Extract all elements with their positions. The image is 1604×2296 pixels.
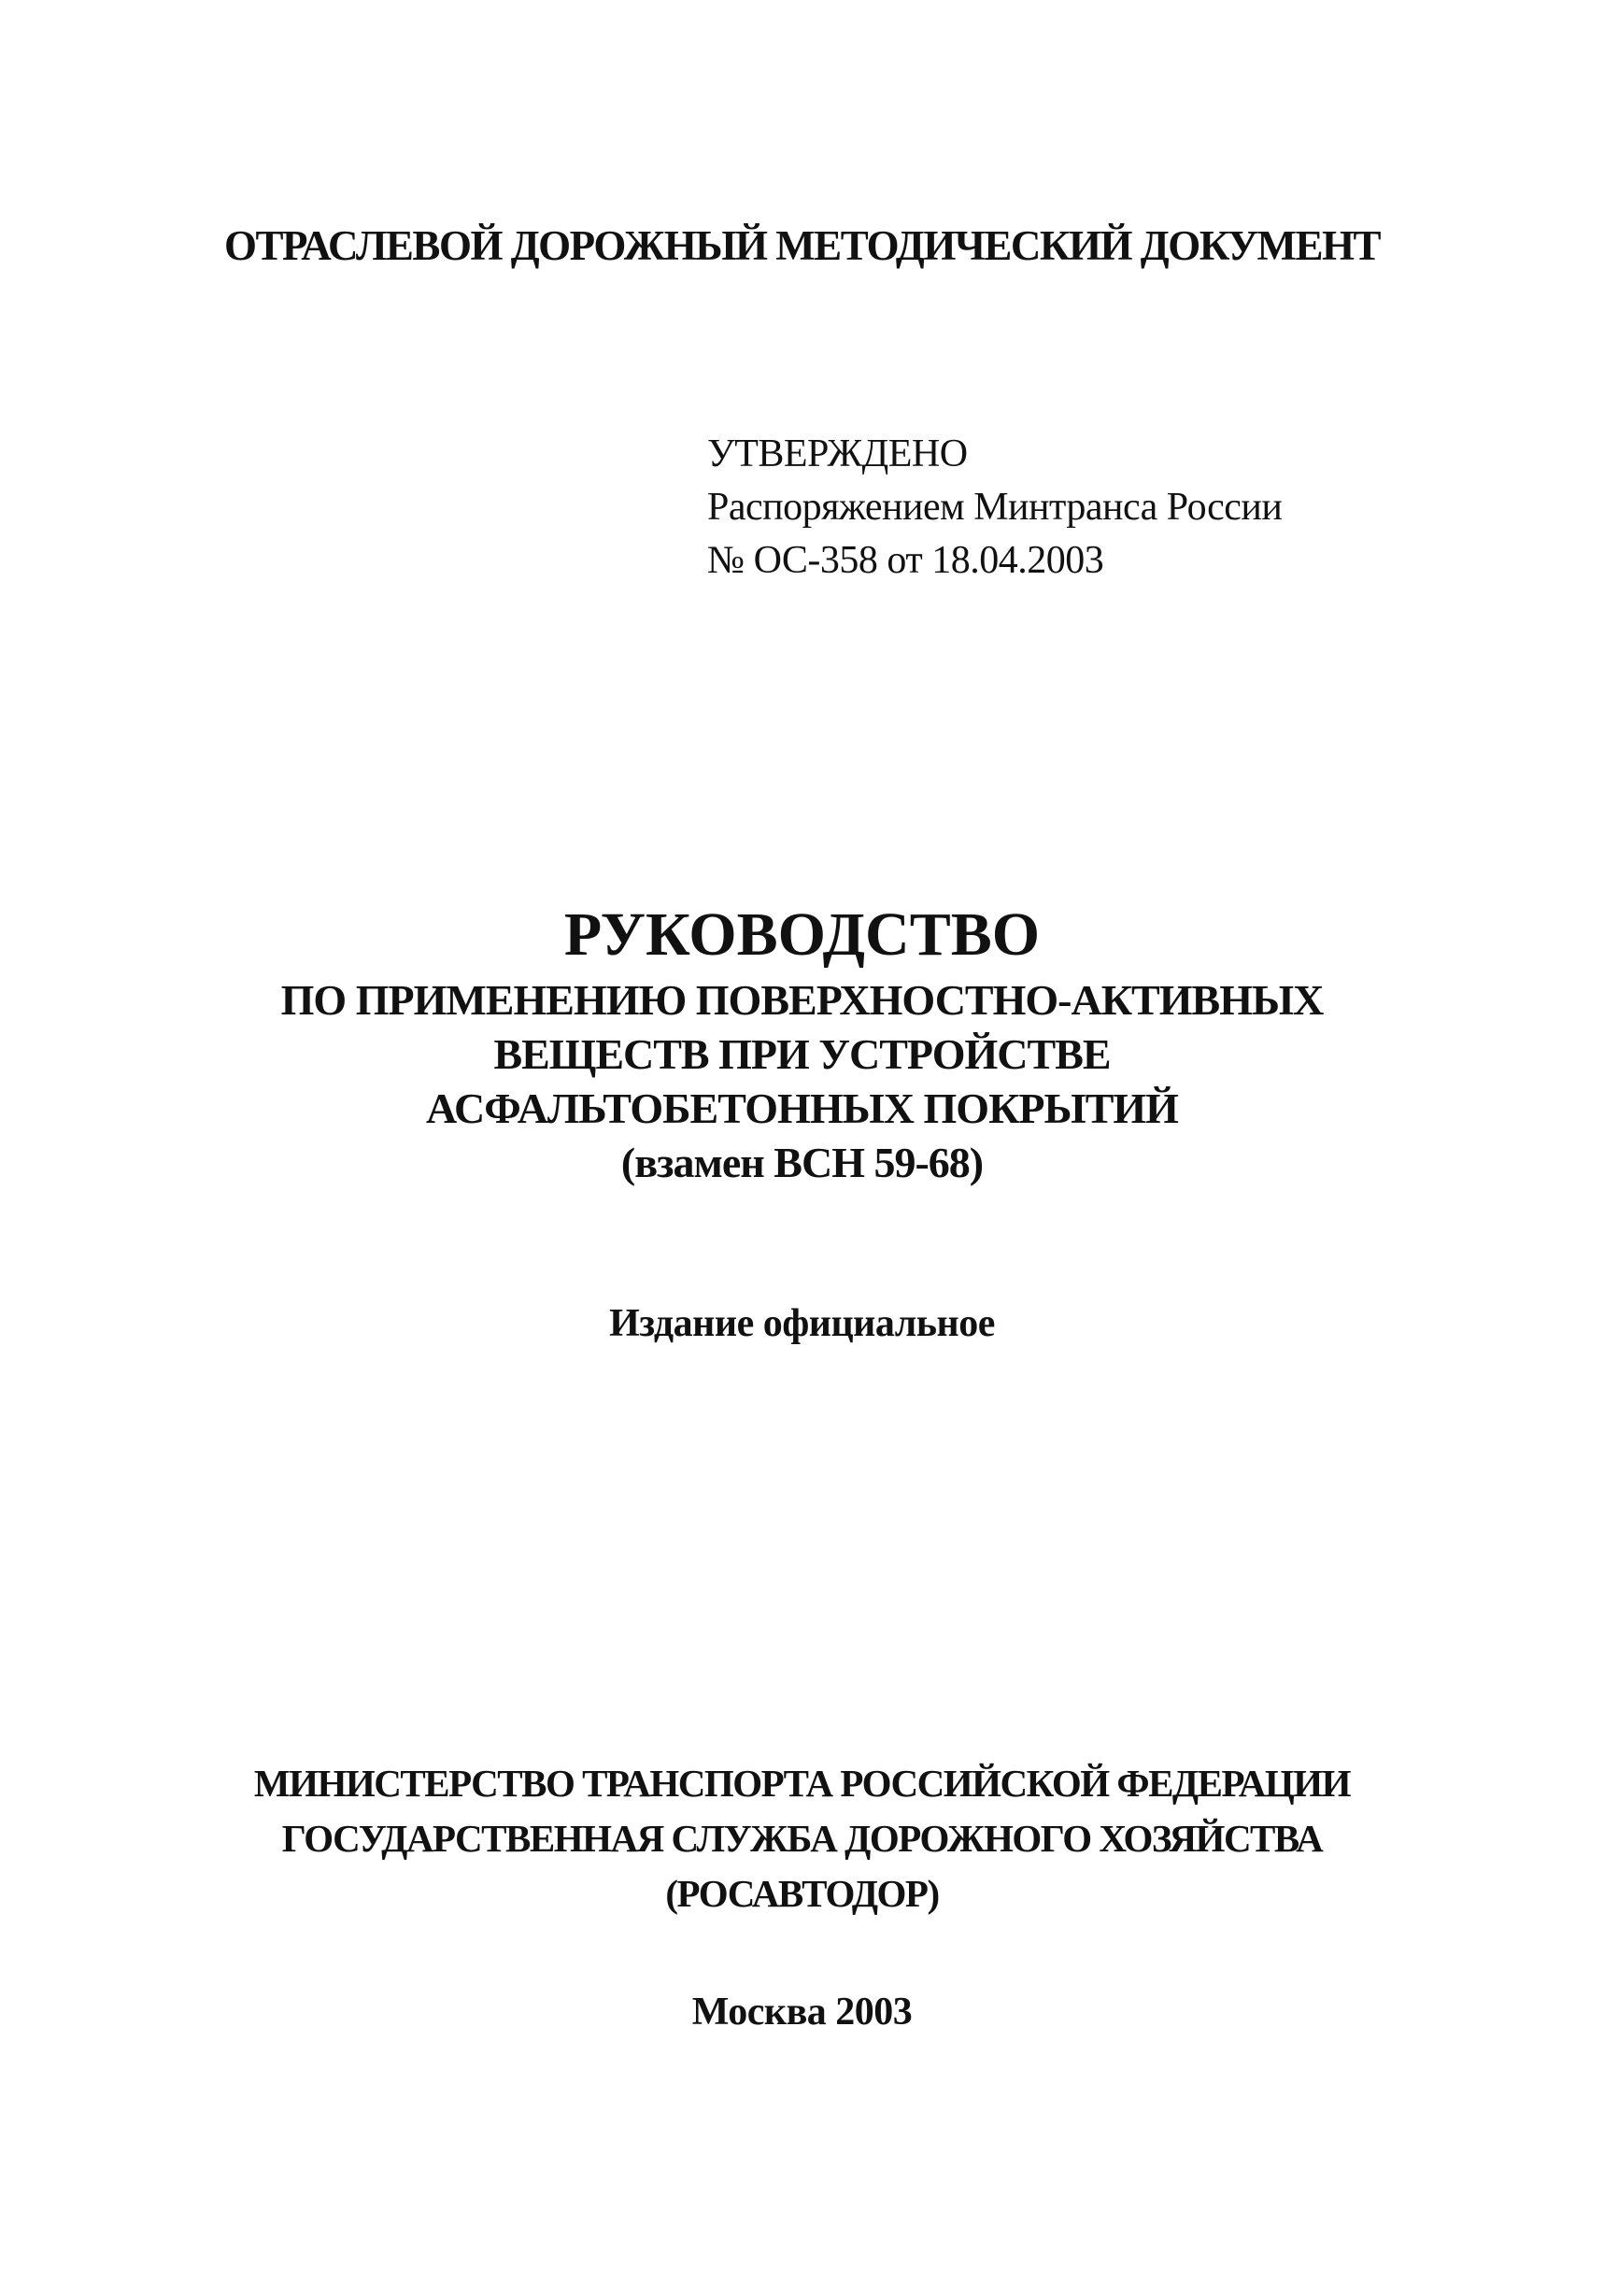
title-replacement-note: (взамен ВСН 59-68): [620, 1138, 984, 1186]
title-line: АСФАЛЬТОБЕТОННЫХ ПОКРЫТИЙ: [426, 1084, 1178, 1132]
publisher-line: (РОСАВТОДОР): [665, 1872, 939, 1915]
title-block: [0, 901, 1604, 1190]
publisher-line: ГОСУДАРСТВЕННАЯ СЛУЖБА ДОРОЖНОГО ХОЗЯЙСТВА: [281, 1817, 1323, 1860]
approval-authority: Распоряжением Минтранса России: [707, 486, 1283, 529]
publisher-block: [0, 1756, 1604, 1921]
approval-label: УТВЕРЖДЕНО: [707, 432, 968, 475]
approval-block: [707, 428, 1282, 588]
publisher-line: МИНИСТЕРСТВО ТРАНСПОРТА РОССИЙСКОЙ ФЕДЕРАЦИИ: [253, 1762, 1351, 1805]
approval-order-number: № ОС-358 от 18.04.2003: [707, 539, 1104, 582]
edition-note: Издание официальное: [609, 1302, 995, 1345]
title-line: ПО ПРИМЕНЕНИЮ ПОВЕРХНОСТНО-АКТИВНЫХ: [280, 975, 1324, 1024]
city-year: Москва 2003: [691, 1991, 913, 2034]
document-category-header: ОТРАСЛЕВОЙ ДОРОЖНЫЙ МЕТОДИЧЕСКИЙ ДОКУМЕНТ: [224, 222, 1380, 269]
title-line: ВЕЩЕСТВ ПРИ УСТРОЙСТВЕ: [493, 1029, 1111, 1078]
document-title: РУКОВОДСТВО: [563, 900, 1041, 969]
